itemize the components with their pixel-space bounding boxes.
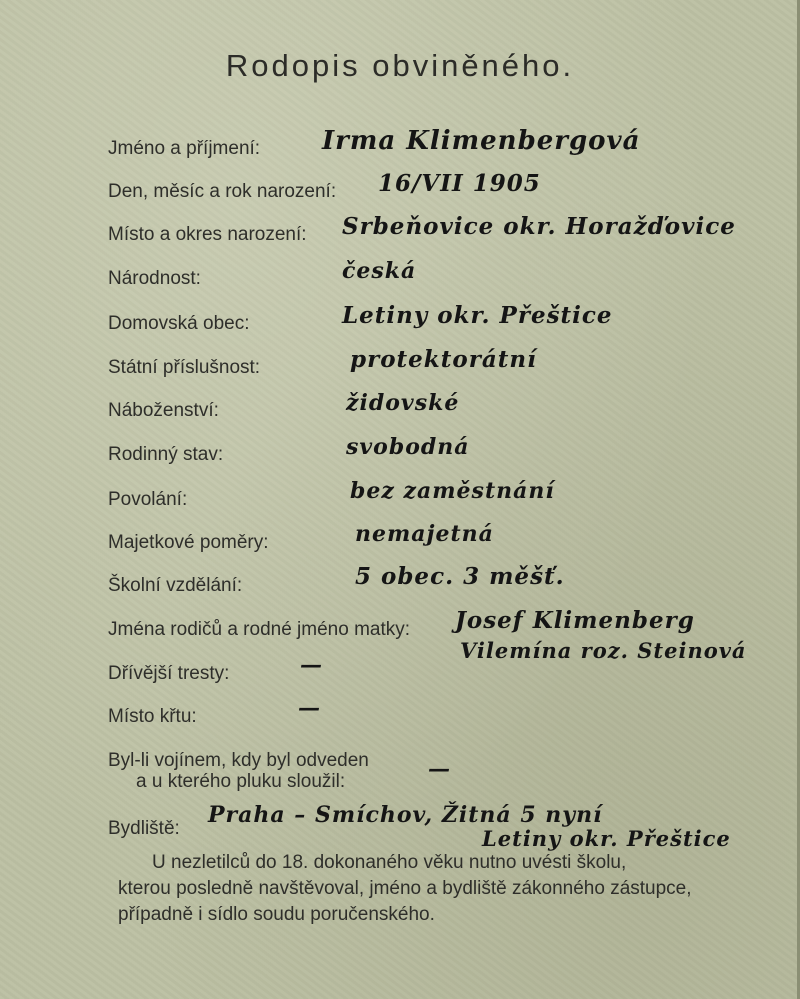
value-religion: židovské xyxy=(346,390,460,416)
document-title: Rodopis obviněného. xyxy=(225,48,575,83)
value-education: 5 obec. 3 měšť. xyxy=(355,563,565,590)
label-residence: Bydliště: xyxy=(108,818,180,839)
label-home-municipality: Domovská obec: xyxy=(108,313,250,334)
note-line-2: kterou posledně navštěvoval, jméno a bydliště zákonného zástupce, xyxy=(118,878,692,899)
value-nationality: česká xyxy=(342,258,417,284)
value-home-municipality: Letiny okr. Přeštice xyxy=(342,302,613,329)
label-name: Jméno a příjmení: xyxy=(108,138,261,159)
value-marital-status: svobodná xyxy=(346,434,470,460)
label-citizenship: Státní příslušnost: xyxy=(108,357,261,378)
label-occupation: Povolání: xyxy=(108,489,188,510)
note-line-3: případně i sídlo soudu poručenského. xyxy=(118,904,435,925)
label-military: Byl-li vojínem, kdy byl odveden xyxy=(108,750,369,771)
label-religion: Náboženství: xyxy=(108,400,219,421)
value-mother: Vilemína roz. Steinová xyxy=(460,638,747,663)
label-birth-date: Den, měsíc a rok narození: xyxy=(108,181,337,202)
label-prior-sentences: Dřívější tresty: xyxy=(108,663,230,684)
label-marital-status: Rodinný stav: xyxy=(108,444,224,465)
label-education: Školní vzdělání: xyxy=(108,575,243,596)
value-citizenship: protektorátní xyxy=(350,346,537,373)
value-residence: Praha – Smíchov, Žitná 5 nyní xyxy=(208,802,603,828)
value-name: Irma Klimenbergová xyxy=(322,126,641,156)
label-property: Majetkové poměry: xyxy=(108,532,269,553)
value-father: Josef Klimenberg xyxy=(455,607,695,634)
value-prior-sentences: — xyxy=(300,652,322,678)
value-birth-date: 16/VII 1905 xyxy=(378,170,541,197)
label-military-regiment: a u kterého pluku sloužil: xyxy=(136,771,346,792)
label-nationality: Národnost: xyxy=(108,268,201,289)
value-property: nemajetná xyxy=(355,521,494,547)
value-baptism-place: — xyxy=(298,695,320,721)
value-residence-line2: Letiny okr. Přeštice xyxy=(482,826,731,851)
label-baptism-place: Místo křtu: xyxy=(108,706,197,727)
value-birth-place: Srbeňovice okr. Horažďovice xyxy=(342,213,736,240)
value-occupation: bez zaměstnání xyxy=(350,478,555,504)
value-military: — xyxy=(428,756,450,782)
note-line-1: U nezletilců do 18. dokonaného věku nutno uvésti školu, xyxy=(152,852,627,873)
label-parents: Jména rodičů a rodné jméno matky: xyxy=(108,619,411,640)
label-birth-place: Místo a okres narození: xyxy=(108,224,307,245)
